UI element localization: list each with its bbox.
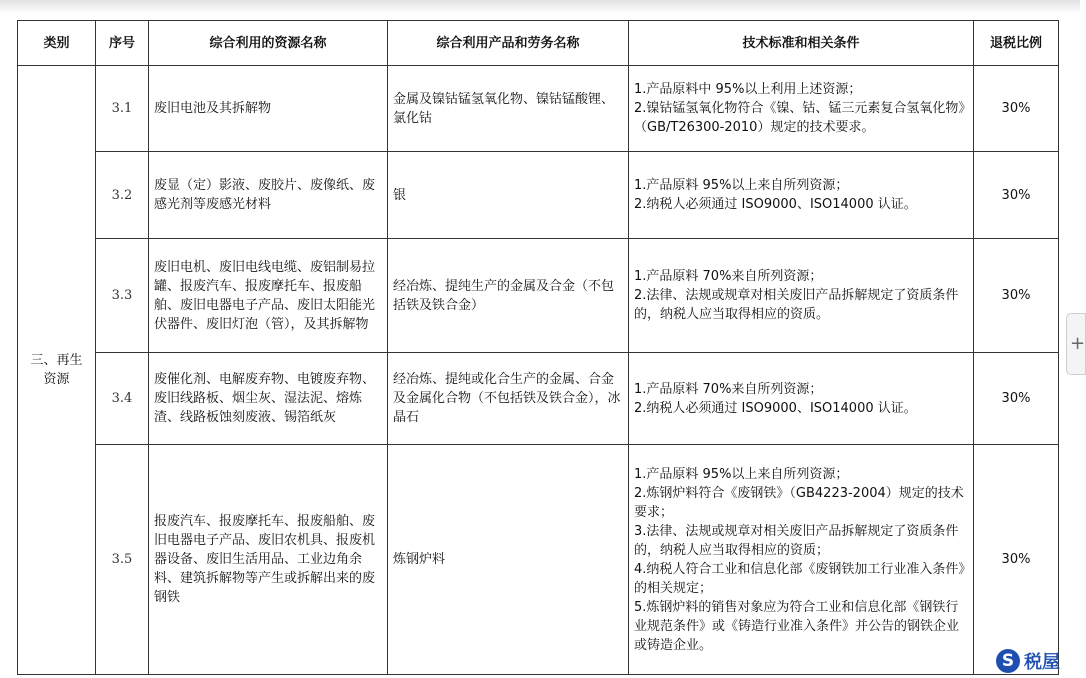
resource-cell: 废旧电池及其拆解物 — [149, 66, 388, 152]
header-standard: 技术标准和相关条件 — [629, 21, 974, 66]
resource-cell: 废催化剂、电解废弃物、电镀废弃物、废旧线路板、烟尘灰、湿法泥、熔炼渣、线路板蚀刻废液、锡箔纸灰 — [149, 353, 388, 445]
table-row — [18, 152, 1059, 239]
watermark-text: 税屋 — [1024, 652, 1060, 673]
watermark-logo — [996, 648, 1060, 674]
header-product: 综合利用产品和劳务名称 — [388, 21, 629, 66]
product-cell: 经冶炼、提纯生产的金属及合金（不包括铁及铁合金） — [388, 239, 629, 353]
standard-cell: 1.产品原料 95%以上来自所列资源； 2.纳税人必须通过 ISO9000、ISO14000 认证。 — [629, 152, 974, 239]
product-cell: 炼钢炉料 — [388, 445, 629, 675]
product-cell: 经冶炼、提纯或化合生产的金属、合金及金属化合物（不包括铁及铁合金），冰晶石 — [388, 353, 629, 445]
plus-icon: + — [1070, 333, 1086, 354]
table-row — [18, 239, 1059, 353]
seq-cell: 3.1 — [96, 66, 149, 152]
top-shadow — [0, 0, 1080, 14]
policy-table — [17, 20, 1059, 675]
ratio-cell: 30% — [974, 152, 1059, 239]
seq-cell: 3.2 — [96, 152, 149, 239]
table-row — [18, 445, 1059, 675]
category-cell: 三、再生 资源 — [18, 66, 96, 675]
seq-cell: 3.4 — [96, 353, 149, 445]
table-row — [18, 353, 1059, 445]
seq-cell: 3.3 — [96, 239, 149, 353]
ratio-cell: 30% — [974, 239, 1059, 353]
header-resource: 综合利用的资源名称 — [149, 21, 388, 66]
standard-cell: 1.产品原料 70%来自所列资源； 2.纳税人必须通过 ISO9000、ISO14000 认证。 — [629, 353, 974, 445]
resource-cell: 报废汽车、报废摩托车、报废船舶、废旧电器电子产品、废旧农机具、报废机器设备、废旧生活用品、工业边角余料、建筑拆解物等产生或拆解出来的废钢铁 — [149, 445, 388, 675]
product-cell: 银 — [388, 152, 629, 239]
ratio-cell: 30% — [974, 445, 1059, 675]
header-seq: 序号 — [96, 21, 149, 66]
side-expand-button[interactable] — [1066, 313, 1086, 375]
ratio-cell: 30% — [974, 353, 1059, 445]
header-ratio: 退税比例 — [974, 21, 1059, 66]
standard-cell: 1.产品原料 95%以上来自所列资源； 2.炼钢炉料符合《废钢铁》（GB4223-2004）规定的技术要求； 3.法律、法规或规章对相关废旧产品拆解规定了资质条件的，纳税人应当取得相应的资质； 4.纳税人符合工业和信息化部《废钢铁加工行业准入条件》的相关规定； 5.炼钢炉料的销售对象应为符合工业和信息化部《钢铁行业规范条件》或《铸造行业准入条件》并公告的钢铁企业或铸造企业。 — [629, 445, 974, 675]
table-row — [18, 66, 1059, 152]
header-row — [18, 21, 1059, 66]
seq-cell: 3.5 — [96, 445, 149, 675]
product-cell: 金属及镍钴锰氢氧化物、镍钴锰酸锂、氯化钴 — [388, 66, 629, 152]
resource-cell: 废旧电机、废旧电线电缆、废铝制易拉罐、报废汽车、报废摩托车、报废船舶、废旧电器电子产品、废旧太阳能光伏器件、废旧灯泡（管），及其拆解物 — [149, 239, 388, 353]
ratio-cell: 30% — [974, 66, 1059, 152]
standard-cell: 1.产品原料 70%来自所列资源； 2.法律、法规或规章对相关废旧产品拆解规定了资质条件的，纳税人应当取得相应的资质。 — [629, 239, 974, 353]
standard-cell: 1.产品原料中 95%以上利用上述资源； 2.镍钴锰氢氧化物符合《镍、钴、锰三元素复合氢氧化物》（GB/T26300-2010）规定的技术要求。 — [629, 66, 974, 152]
header-category: 类别 — [18, 21, 96, 66]
resource-cell: 废显（定）影液、废胶片、废像纸、废感光剂等废感光材料 — [149, 152, 388, 239]
s-logo-icon: S — [996, 649, 1020, 673]
